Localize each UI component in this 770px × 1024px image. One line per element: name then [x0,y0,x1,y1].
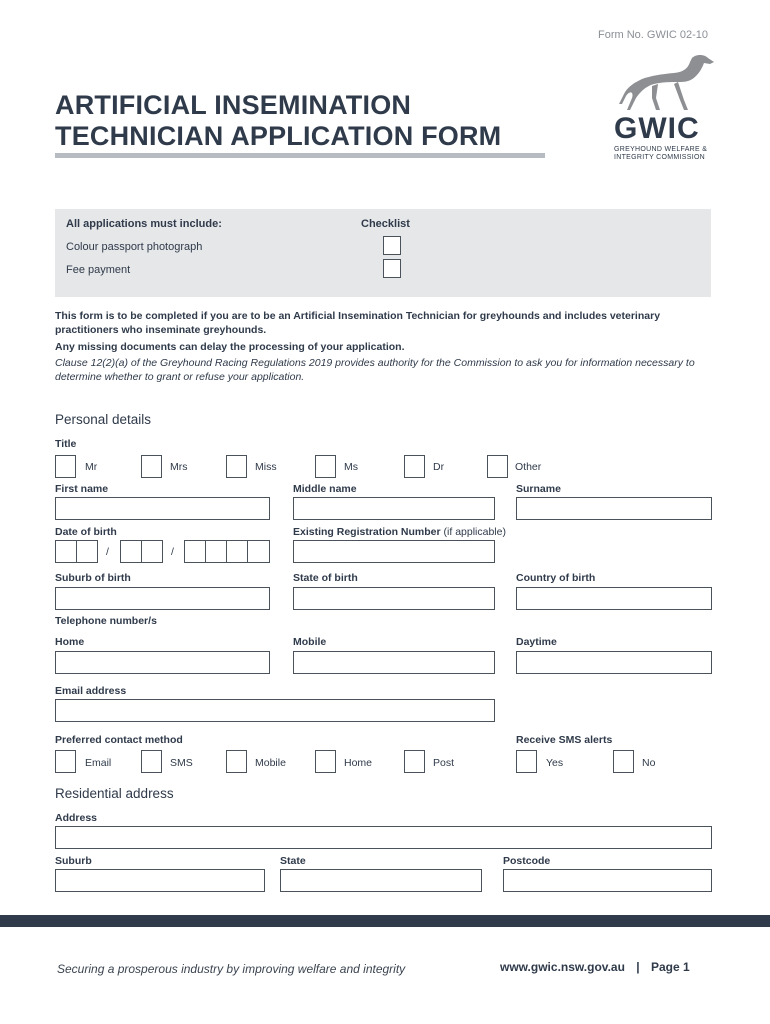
sms-no-checkbox[interactable] [613,750,634,773]
footer-right [500,960,690,974]
suburb-of-birth-field[interactable] [55,587,270,610]
title-line-1: ARTIFICIAL INSEMINATION [55,90,412,120]
intro-paragraph-2: Any missing documents can delay the processing of your application. [55,341,405,353]
dob-day-field[interactable] [55,540,98,563]
country-of-birth-label: Country of birth [516,572,596,584]
title-other-checkbox[interactable] [487,455,508,478]
telephone-label: Telephone number/s [55,615,157,627]
title-mrs-checkbox[interactable] [141,455,162,478]
suburb-label: Suburb [55,855,92,867]
footer-separator: | [636,960,640,974]
state-label: State [280,855,306,867]
title-miss-label: Miss [255,461,277,473]
title-other-label: Other [515,461,542,473]
greyhound-logo-icon [618,52,716,116]
reg-number-note: (if applicable) [443,526,506,538]
title-mr-label: Mr [85,461,98,473]
intro-text [55,309,715,384]
daytime-phone-label: Daytime [516,636,557,648]
checklist-heading: All applications must include: [66,218,222,230]
residential-address-heading: Residential address [55,786,174,801]
sms-yes-label: Yes [546,757,564,769]
state-of-birth-label: State of birth [293,572,358,584]
checklist-fee-checkbox[interactable] [383,259,401,278]
first-name-label: First name [55,483,109,495]
postcode-label: Postcode [503,855,551,867]
title-dr-checkbox[interactable] [404,455,425,478]
first-name-field[interactable] [55,497,270,520]
mobile-phone-field[interactable] [293,651,495,674]
logo-subtitle-line-1: GREYHOUND WELFARE & [614,146,708,153]
sms-alerts-label: Receive SMS alerts [516,734,613,746]
contact-email-checkbox[interactable] [55,750,76,773]
title-underline [55,153,545,158]
surname-label: Surname [516,483,561,495]
title-mr-checkbox[interactable] [55,455,76,478]
contact-email-label: Email [85,757,112,769]
dob-month-field[interactable] [120,540,163,563]
footer-page-number: Page 1 [650,960,690,974]
personal-details-heading: Personal details [55,412,152,427]
title-ms-label: Ms [344,461,358,473]
page-title [55,90,501,152]
title-miss-checkbox[interactable] [226,455,247,478]
middle-name-field[interactable] [293,497,495,520]
surname-field[interactable] [516,497,712,520]
title-label: Title [55,438,77,450]
contact-mobile-label: Mobile [255,757,286,769]
sms-yes-checkbox[interactable] [516,750,537,773]
reg-number-label-text: Existing Registration Number [293,526,441,538]
contact-mobile-checkbox[interactable] [226,750,247,773]
dob-separator-1: / [106,546,109,558]
sms-no-label: No [642,757,656,769]
postcode-field[interactable] [503,869,712,892]
state-field[interactable] [280,869,482,892]
state-of-birth-field[interactable] [293,587,495,610]
contact-home-label: Home [344,757,373,769]
suburb-of-birth-label: Suburb of birth [55,572,131,584]
title-ms-checkbox[interactable] [315,455,336,478]
home-phone-label: Home [55,636,85,648]
dob-separator-2: / [171,546,174,558]
checklist-item-fee: Fee payment [66,264,131,276]
preferred-contact-label: Preferred contact method [55,734,183,746]
country-of-birth-field[interactable] [516,587,712,610]
intro-clause: Clause 12(2)(a) of the Greyhound Racing Regulations 2019 provides authority for the Commission to ask you for information necessary to determine whether to grant or refuse your application. [55,357,695,383]
title-mrs-label: Mrs [170,461,188,473]
daytime-phone-field[interactable] [516,651,712,674]
checklist-item-photo: Colour passport photograph [66,241,203,253]
contact-sms-checkbox[interactable] [141,750,162,773]
logo-wordmark: GWIC [614,112,700,145]
email-label: Email address [55,685,127,697]
contact-home-checkbox[interactable] [315,750,336,773]
contact-post-label: Post [433,757,455,769]
address-field[interactable] [55,826,712,849]
reg-number-label [293,526,506,538]
contact-sms-label: SMS [170,757,193,769]
contact-post-checkbox[interactable] [404,750,425,773]
dob-label: Date of birth [55,526,117,538]
home-phone-field[interactable] [55,651,270,674]
address-label: Address [55,812,98,824]
logo-subtitle [614,146,707,162]
reg-number-field[interactable] [293,540,495,563]
title-dr-label: Dr [433,461,445,473]
checklist-photo-checkbox[interactable] [383,236,401,255]
footer-website-link[interactable]: www.gwic.nsw.gov.au [500,960,625,974]
checklist-column-label: Checklist [361,218,410,230]
email-field[interactable] [55,699,495,722]
suburb-field[interactable] [55,869,265,892]
mobile-phone-label: Mobile [293,636,327,648]
dob-year-field[interactable] [184,540,270,563]
logo-subtitle-line-2: INTEGRITY COMMISSION [614,154,706,161]
form-number: Form No. GWIC 02-10 [598,29,709,41]
middle-name-label: Middle name [293,483,357,495]
intro-paragraph-1: This form is to be completed if you are to be an Artificial Insemination Technician for greyhounds and includes veterinary practitioners who inseminate greyhounds. [55,310,661,336]
title-line-2: TECHNICIAN APPLICATION FORM [55,121,502,151]
footer-tagline: Securing a prosperous industry by improving welfare and integrity [57,962,406,976]
footer-bar [0,915,770,927]
